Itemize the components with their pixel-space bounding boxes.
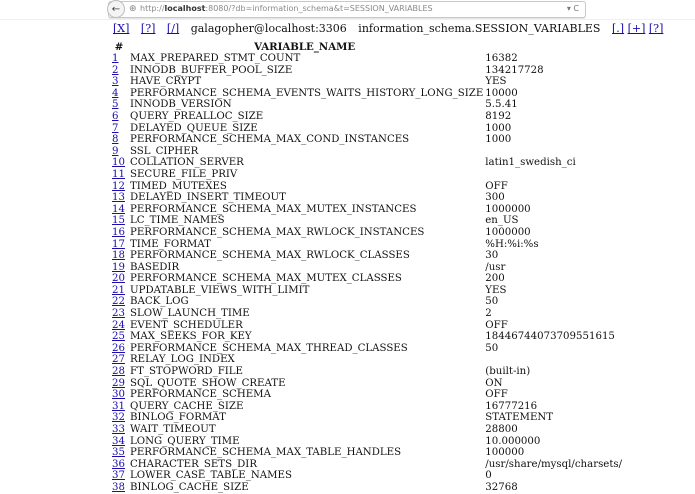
connection-label: galagopher@localhost:3306 <box>190 22 347 35</box>
variable-value-cell: 134217728 <box>485 64 544 76</box>
row-link[interactable]: 12 <box>112 180 125 192</box>
variable-value-cell: (built-in) <box>485 366 531 378</box>
row-number-cell <box>112 204 126 216</box>
variable-value-cell: 0 <box>485 470 492 482</box>
variable-value-cell: /usr/share/mysql/charsets/ <box>485 458 623 470</box>
table-row <box>112 320 622 332</box>
header-num: # <box>114 41 124 53</box>
table-row <box>112 76 622 88</box>
row-link[interactable]: 20 <box>112 273 125 285</box>
row-link[interactable]: 9 <box>112 145 119 157</box>
variable-value-cell: 200 <box>485 273 505 285</box>
url-prefix: http:// <box>140 4 165 13</box>
row-link[interactable]: 30 <box>112 389 125 401</box>
variable-name-cell: SSL_CIPHER <box>130 145 199 157</box>
table-path-label: information_schema.SESSION_VARIABLES <box>358 22 601 35</box>
row-number-cell <box>112 134 126 146</box>
variable-value-cell: 1000000 <box>485 226 531 238</box>
table-row <box>112 146 622 158</box>
variable-name-cell: PERFORMANCE_SCHEMA_MAX_THREAD_CLASSES <box>130 342 408 354</box>
row-link[interactable]: 16 <box>112 226 125 238</box>
row-link[interactable]: 2 <box>112 64 119 76</box>
variable-value-cell <box>483 146 622 158</box>
table-row <box>112 88 622 100</box>
row-link[interactable]: 8 <box>112 134 119 146</box>
variable-value-cell: latin1_swedish_ci <box>485 157 576 169</box>
url-host: localhost <box>164 4 206 13</box>
variable-name-cell: EVENT_SCHEDULER <box>130 319 243 331</box>
row-number-cell <box>112 215 126 227</box>
variable-value-cell: YES <box>485 284 507 296</box>
table-row <box>112 99 622 111</box>
variable-value-cell: STATEMENT <box>485 412 554 424</box>
table-row <box>112 436 622 448</box>
variable-name-cell: QUERY_PREALLOC_SIZE <box>130 110 264 122</box>
nav-toolbar <box>113 22 663 35</box>
variable-name-cell: COLLATION_SERVER <box>130 157 244 169</box>
table-help-link[interactable]: [?] <box>648 22 664 35</box>
table-row <box>112 366 622 378</box>
row-link[interactable]: 27 <box>112 354 125 366</box>
row-link[interactable]: 29 <box>112 377 125 389</box>
row-number-cell <box>112 424 126 436</box>
row-number-cell <box>112 123 126 135</box>
row-link[interactable]: 38 <box>112 481 125 493</box>
variable-value-cell: 28800 <box>485 424 518 435</box>
variable-value-cell <box>483 354 622 366</box>
row-number-cell <box>112 262 126 274</box>
variable-name-cell: MAX_SEEKS_FOR_KEY <box>130 331 252 343</box>
variable-value-cell: en_US <box>485 215 519 227</box>
table-row <box>112 53 622 65</box>
table-row <box>112 482 622 494</box>
variable-value-cell: 8192 <box>485 110 512 122</box>
table-row <box>112 250 622 262</box>
back-arrow-icon: ← <box>111 3 121 15</box>
row-link[interactable]: 31 <box>112 400 125 412</box>
url-text[interactable] <box>140 4 433 13</box>
variable-name-cell: LONG_QUERY_TIME <box>130 435 240 447</box>
row-link[interactable]: 21 <box>112 284 125 296</box>
up-link[interactable]: [.] <box>611 22 625 35</box>
row-number-cell <box>112 76 126 88</box>
back-button[interactable] <box>107 0 125 18</box>
url-rest: :8080/?db=information_schema&t=SESSION_VARIABLES <box>205 4 433 13</box>
variable-value-cell: 50 <box>485 296 499 308</box>
row-link[interactable]: 14 <box>112 203 125 215</box>
variable-value-cell: 10000 <box>485 87 518 99</box>
variable-value-cell: OFF <box>485 389 508 401</box>
row-link[interactable]: 18 <box>112 250 125 262</box>
row-number-cell <box>112 320 126 332</box>
variable-name-cell: PERFORMANCE_SCHEMA_MAX_RWLOCK_INSTANCES <box>130 226 425 238</box>
row-link[interactable]: 35 <box>112 447 125 459</box>
table-row <box>112 157 622 169</box>
variable-name-cell: LC_TIME_NAMES <box>130 215 225 227</box>
variable-name-cell: QUERY_CACHE_SIZE <box>130 400 244 412</box>
root-link[interactable]: [/] <box>166 22 180 35</box>
variable-value-cell: 30 <box>485 250 499 262</box>
variable-name-cell: PERFORMANCE_SCHEMA_EVENTS_WAITS_HISTORY_LONG_SIZE <box>130 87 484 99</box>
variable-value-cell: 100000 <box>485 447 525 459</box>
variable-name-cell: BINLOG_FORMAT <box>130 412 226 424</box>
variable-value-cell: 300 <box>485 192 505 204</box>
variable-name-cell: INNODB_BUFFER_POOL_SIZE <box>130 64 293 76</box>
url-bar[interactable] <box>108 1 586 18</box>
row-link[interactable]: 22 <box>112 296 125 308</box>
variable-name-cell: PERFORMANCE_SCHEMA_MAX_RWLOCK_CLASSES <box>130 250 410 262</box>
variable-name-cell: DELAYED_INSERT_TIMEOUT <box>130 192 286 204</box>
row-link[interactable]: 6 <box>112 110 119 122</box>
variable-value-cell: YES <box>485 76 507 88</box>
variable-name-cell: CHARACTER_SETS_DIR <box>130 458 258 470</box>
row-link[interactable]: 4 <box>112 87 119 99</box>
variable-name-cell: BINLOG_CACHE_SIZE <box>130 481 249 493</box>
table-row <box>112 215 622 227</box>
row-number-cell <box>112 401 126 413</box>
row-number-cell <box>112 273 126 285</box>
variable-value-cell: 32768 <box>485 481 518 493</box>
row-link[interactable]: 28 <box>112 366 125 378</box>
variable-name-cell: PERFORMANCE_SCHEMA_MAX_COND_INSTANCES <box>130 134 410 146</box>
row-link[interactable]: 19 <box>112 261 125 273</box>
table-row <box>112 378 622 390</box>
row-link[interactable]: 37 <box>112 470 125 482</box>
row-link[interactable]: 11 <box>112 168 125 180</box>
table-row <box>112 308 622 320</box>
table-row <box>112 412 622 424</box>
row-link[interactable]: 5 <box>112 99 119 111</box>
table-row <box>112 389 622 401</box>
variable-value-cell: 16777216 <box>485 400 538 412</box>
table-row <box>112 239 622 251</box>
variable-value-cell: 1000 <box>485 122 512 134</box>
row-number-cell <box>112 331 126 343</box>
variable-name-cell: DELAYED_QUEUE_SIZE <box>130 122 258 134</box>
row-link[interactable]: 10 <box>112 157 125 169</box>
variable-name-cell: PERFORMANCE_SCHEMA_MAX_TABLE_HANDLES <box>130 447 402 459</box>
table-row <box>112 459 622 471</box>
variables-table <box>112 41 622 494</box>
variable-value-cell: 50 <box>485 342 499 354</box>
variable-value-cell: 1000000 <box>485 203 531 215</box>
table-row <box>112 204 622 216</box>
variable-name-cell: PERFORMANCE_SCHEMA <box>130 389 271 401</box>
row-link[interactable]: 32 <box>112 412 125 424</box>
row-number-cell <box>112 53 126 65</box>
row-number-cell <box>112 99 126 111</box>
table-row <box>112 470 622 482</box>
variable-value-cell: 16382 <box>485 53 518 64</box>
table-row <box>112 331 622 343</box>
variable-name-cell: HAVE_CRYPT <box>130 76 202 88</box>
row-number-cell <box>112 88 126 100</box>
table-row <box>112 181 622 193</box>
variable-value-cell: /usr <box>485 261 506 273</box>
reload-icon[interactable]: ▾ C <box>566 4 579 13</box>
row-number-cell <box>112 412 126 424</box>
row-link[interactable]: 25 <box>112 331 125 343</box>
row-number-cell <box>112 227 126 239</box>
row-number-cell <box>112 111 126 123</box>
variable-name-cell: BACK_LOG <box>130 296 189 308</box>
browser-address-area <box>108 1 586 18</box>
table-row <box>112 401 622 413</box>
row-link[interactable]: 7 <box>112 122 119 134</box>
variable-value-cell: 18446744073709551615 <box>485 331 615 343</box>
variable-value-cell: 10.000000 <box>485 435 541 447</box>
header-variable-value <box>483 41 622 53</box>
chrome-divider <box>0 19 695 20</box>
table-row <box>112 123 622 135</box>
table-row <box>112 424 622 436</box>
table-row <box>112 192 622 204</box>
table-row <box>112 134 622 146</box>
close-link[interactable]: [X] <box>113 22 130 35</box>
table-row <box>112 262 622 274</box>
header-variable-name[interactable]: VARIABLE_NAME <box>254 41 356 53</box>
row-link[interactable]: 15 <box>112 215 125 227</box>
row-number-cell <box>112 285 126 297</box>
variable-value-cell: %H:%i:%s <box>485 238 539 250</box>
table-row <box>112 285 622 297</box>
table-header-row <box>112 41 622 53</box>
row-number-cell <box>112 181 126 193</box>
row-number-cell <box>112 436 126 448</box>
row-link[interactable]: 26 <box>112 342 125 354</box>
row-link[interactable]: 13 <box>112 192 125 204</box>
row-number-cell <box>112 239 126 251</box>
add-row-link[interactable]: [+] <box>627 22 646 35</box>
variable-name-cell: WAIT_TIMEOUT <box>130 424 216 435</box>
row-number-cell <box>112 65 126 77</box>
variable-value-cell: ON <box>485 377 503 389</box>
variable-value-cell: 5.5.41 <box>485 99 518 111</box>
variable-name-cell: UPDATABLE_VIEWS_WITH_LIMIT <box>130 284 310 296</box>
variable-name-cell: LOWER_CASE_TABLE_NAMES <box>130 470 292 482</box>
row-link[interactable]: 1 <box>112 53 119 64</box>
variable-name-cell: SQL_QUOTE_SHOW_CREATE <box>130 377 286 389</box>
row-number-cell <box>112 192 126 204</box>
row-link[interactable]: 33 <box>112 424 125 435</box>
row-link[interactable]: 3 <box>112 76 119 88</box>
variable-value-cell: OFF <box>485 180 508 192</box>
variable-value-cell: OFF <box>485 319 508 331</box>
variable-name-cell: SLOW_LAUNCH_TIME <box>130 308 250 320</box>
table-row <box>112 343 622 355</box>
row-link[interactable]: 24 <box>112 319 125 331</box>
variable-name-cell: RELAY_LOG_INDEX <box>130 354 235 366</box>
table-row <box>112 296 622 308</box>
variable-value-cell: 2 <box>485 308 492 320</box>
variable-value-cell <box>483 169 622 181</box>
variable-name-cell: SECURE_FILE_PRIV <box>130 168 238 180</box>
variable-name-cell: PERFORMANCE_SCHEMA_MAX_MUTEX_CLASSES <box>130 273 402 285</box>
row-link[interactable]: 17 <box>112 238 125 250</box>
table-row <box>112 354 622 366</box>
variable-name-cell: TIME_FORMAT <box>130 238 211 250</box>
variable-name-cell: INNODB_VERSION <box>130 99 232 111</box>
globe-icon: ⊕ <box>129 4 137 14</box>
row-link[interactable]: 36 <box>112 458 125 470</box>
variable-name-cell: TIMED_MUTEXES <box>130 180 227 192</box>
row-number-cell <box>112 308 126 320</box>
row-number-cell <box>112 250 126 262</box>
row-number-cell <box>112 389 126 401</box>
variable-name-cell: MAX_PREPARED_STMT_COUNT <box>130 53 301 64</box>
table-row <box>112 227 622 239</box>
variable-name-cell: BASEDIR <box>130 261 180 273</box>
table-row <box>112 111 622 123</box>
row-number-cell <box>112 169 126 181</box>
variable-name-cell: PERFORMANCE_SCHEMA_MAX_MUTEX_INSTANCES <box>130 203 417 215</box>
table-row <box>112 273 622 285</box>
row-number-cell <box>112 378 126 390</box>
row-number-cell <box>112 447 126 459</box>
row-link[interactable]: 23 <box>112 308 125 320</box>
row-number-cell <box>112 146 126 158</box>
row-number-cell <box>112 354 126 366</box>
row-number-cell <box>112 157 126 169</box>
row-link[interactable]: 34 <box>112 435 125 447</box>
variable-value-cell: 1000 <box>485 134 512 146</box>
row-number-cell <box>112 366 126 378</box>
row-number-cell <box>112 470 126 482</box>
help-link[interactable]: [?] <box>140 22 156 35</box>
table-row <box>112 169 622 181</box>
table-row <box>112 65 622 77</box>
row-number-cell <box>112 482 126 494</box>
row-number-cell <box>112 459 126 471</box>
row-number-cell <box>112 296 126 308</box>
table-row <box>112 447 622 459</box>
row-number-cell <box>112 343 126 355</box>
variable-name-cell: FT_STOPWORD_FILE <box>130 366 243 378</box>
